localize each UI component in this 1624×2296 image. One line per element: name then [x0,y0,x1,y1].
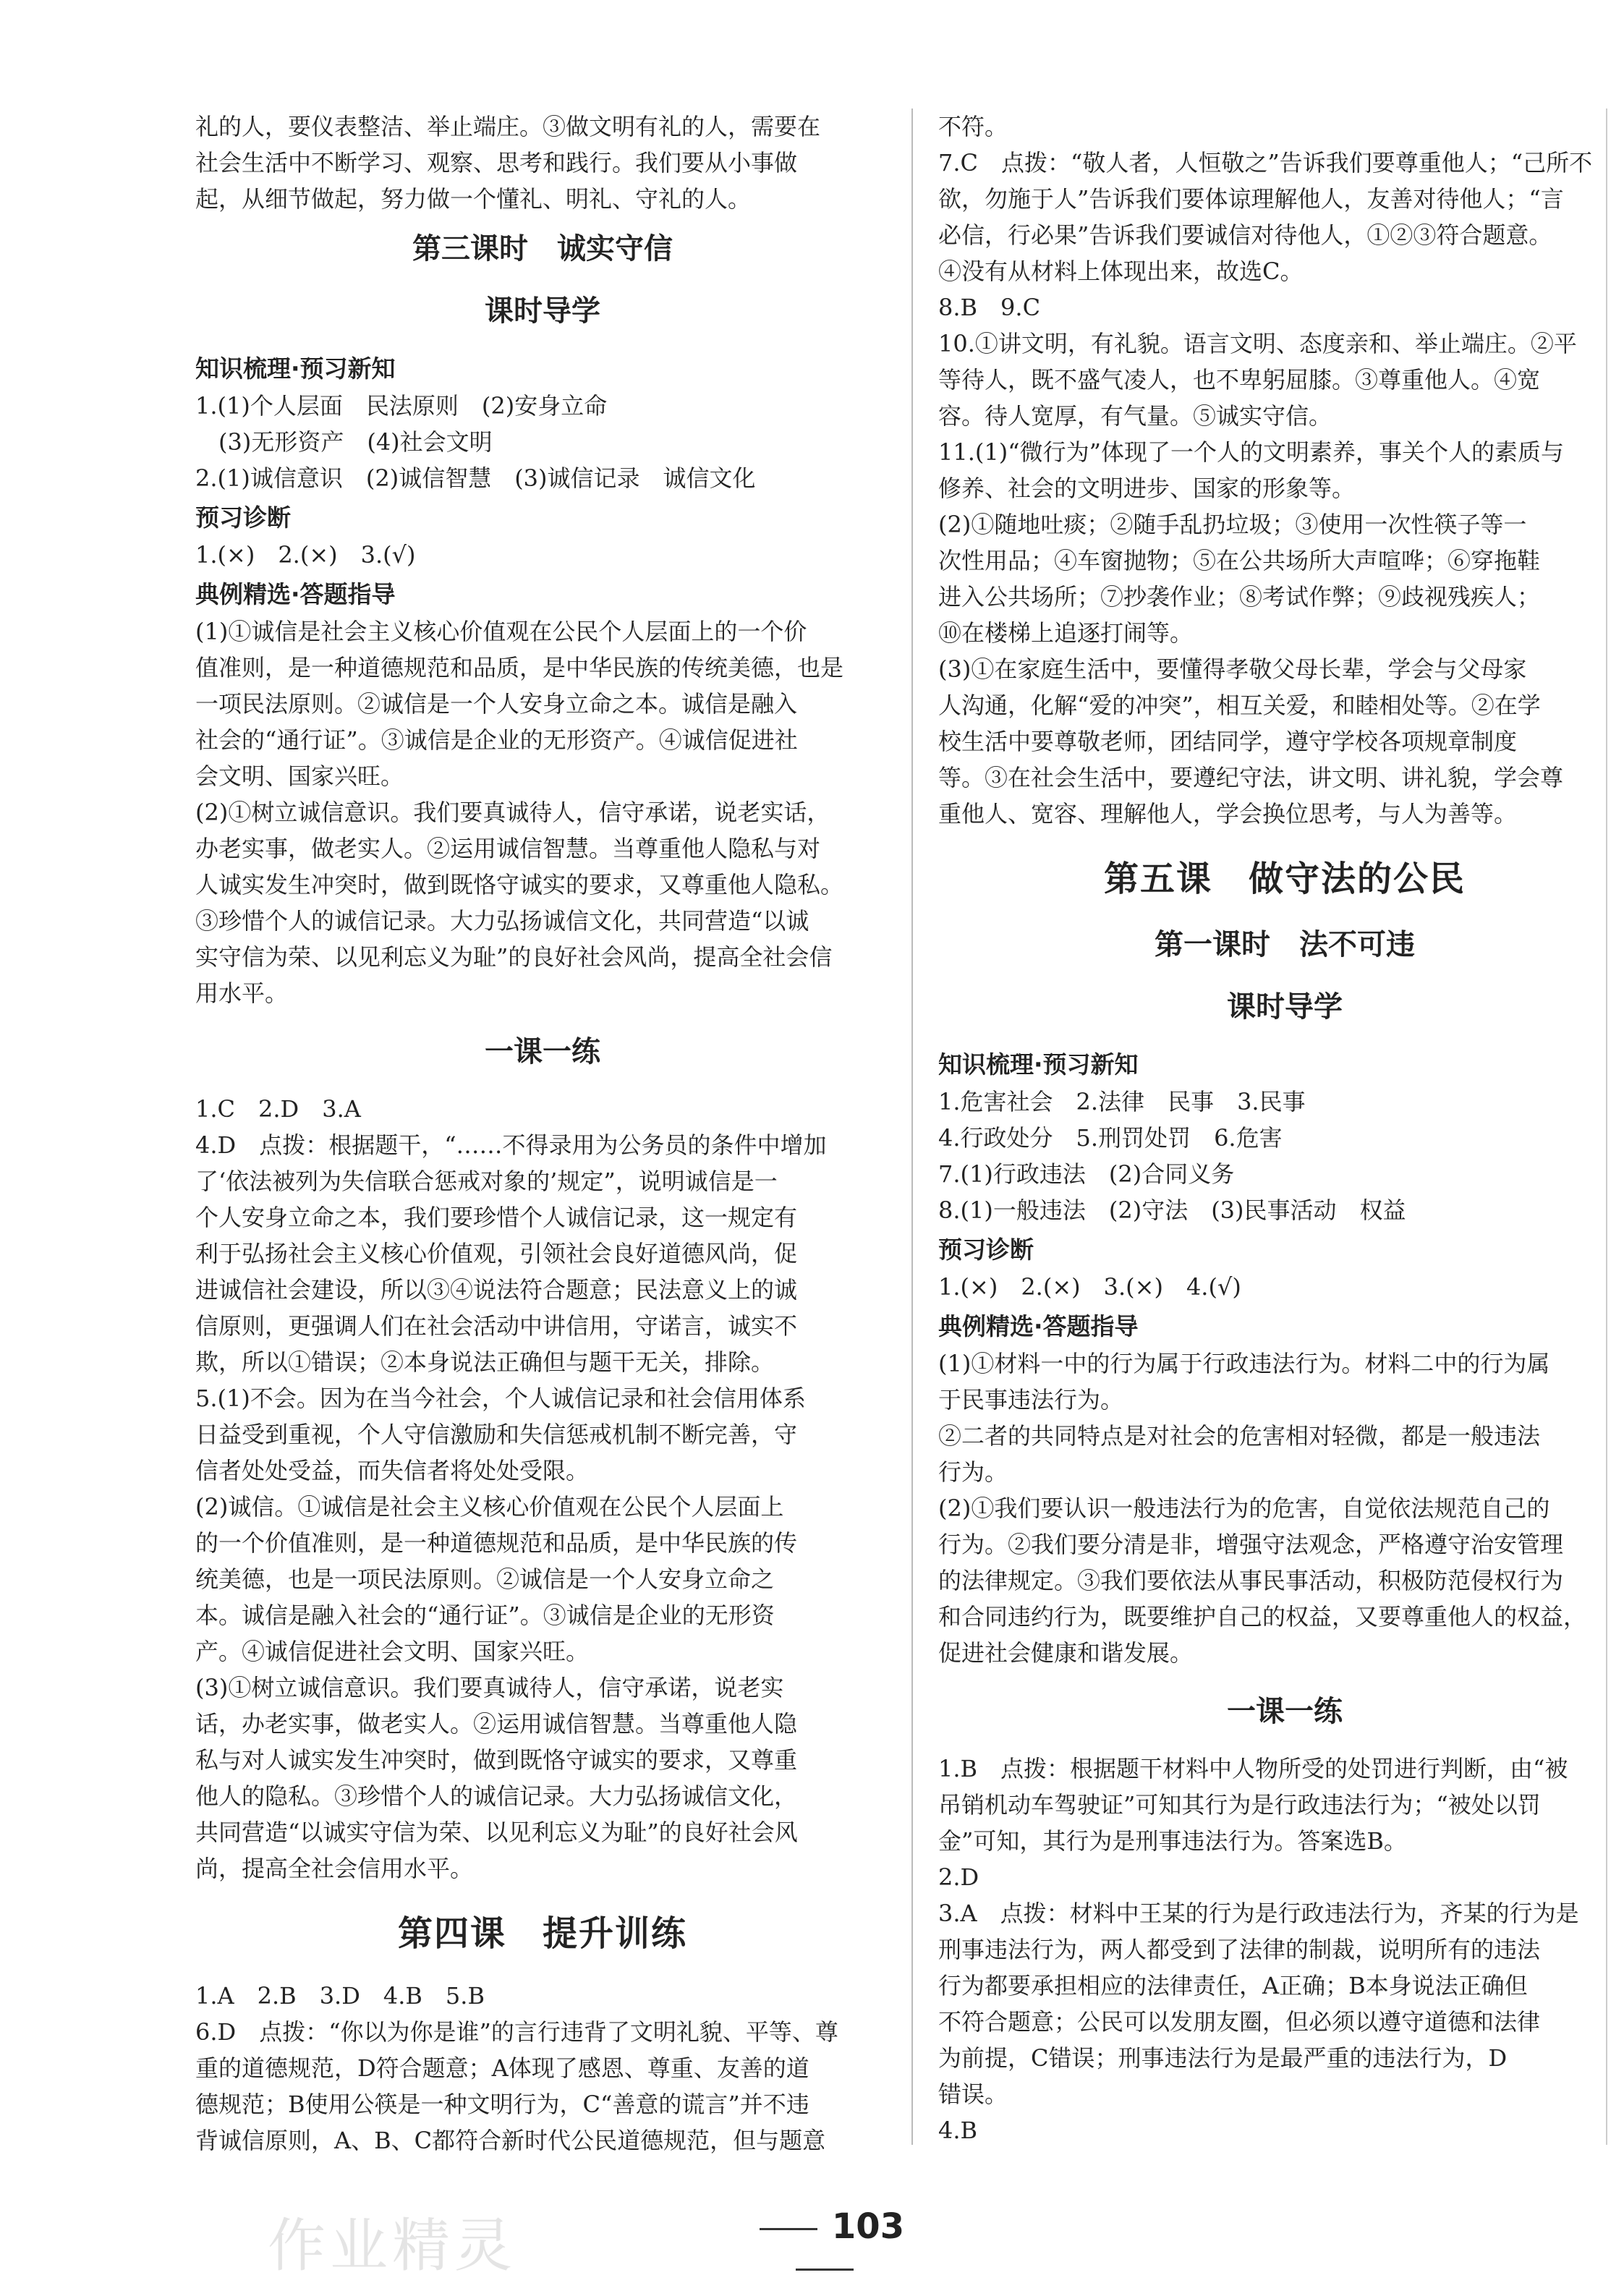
text-line: 修养、社会的文明进步、国家的形象等。 [938,475,1356,502]
text-line: 重的道德规范，D符合题意；A体现了感恩、尊重、友善的道 [195,2054,809,2082]
watermark-text: 作业精灵 [268,2212,516,2279]
text-line: ③珍惜个人的诚信记录。大力弘扬诚信文化，共同营造“以诚 [195,907,809,935]
text-line: 吊销机动车驾驶证”可知其行为是行政违法行为；“被处以罚 [938,1791,1541,1819]
text-line: 8.B 9.C [938,294,1041,321]
text-line: 8.(1)一般违法 (2)守法 (3)民事活动 权益 [938,1196,1406,1224]
text-line: 错误。 [938,2080,1008,2108]
text-line: 1.(×) 2.(×) 3.(×) 4.(√) [938,1273,1241,1301]
section-heading: 知识梳理·预习新知 [938,1050,1139,1079]
text-line: 个人安身立命之本，我们要珍惜个人诚信记录，这一规定有 [195,1204,798,1231]
lesson4-title: 第四课 提升训练 [397,1913,687,1954]
text-line: 行为都要承担相应的法律责任，A正确；B本身说法正确但 [938,1972,1528,1999]
text-line: 刑事违法行为，两人都受到了法律的制裁，说明所有的违法 [938,1936,1541,1963]
text-line: 2.(1)诚信意识 (2)诚信智慧 (3)诚信记录 诚信文化 [195,464,756,492]
text-line: 会文明、国家兴旺。 [195,762,404,790]
text-line: 6.D 点拨：“你以为你是谁”的言行违背了文明礼貌、平等、尊 [195,2018,838,2046]
text-line: 进入公共场所；⑦抄袭作业；⑧考试作弊；⑨歧视残疾人； [938,583,1541,611]
text-line: 值准则，是一种道德规范和品质，是中华民族的传统美德，也是 [195,654,844,681]
text-line: 不符合题意；公民可以发朋友圈，但必须以遵守道德和法律 [938,2008,1541,2036]
text-line: 人沟通，化解“爱的冲突”，相互关爱，和睦相处等。②在学 [938,692,1541,719]
text-line: 的一个价值准则，是一种道德规范和品质，是中华民族的传 [195,1529,798,1557]
text-line: (3)①树立诚信意识。我们要真诚待人，信守承诺，说老实 [195,1674,784,1701]
text-line: 不符。 [938,113,1008,140]
text-line: 校生活中要尊敬老师，团结同学，遵守学校各项规章制度 [938,728,1518,755]
text-line: (3)无形资产 (4)社会文明 [195,428,493,456]
text-line: 次性用品；④车窗抛物；⑤在公共场所大声喧哗；⑥穿拖鞋 [938,547,1541,574]
text-line: 行为。②我们要分清是非，增强守法观念，严格遵守治安管理 [938,1531,1564,1558]
text-line: (1)①诚信是社会主义核心价值观在公民个人层面上的一个价 [195,618,807,645]
text-line: 等。③在社会生活中，要遵纪守法，讲文明、讲礼貌，学会尊 [938,764,1564,791]
text-line: 3.A 点拨：材料中王某的行为是行政违法行为，齐某的行为是 [938,1900,1579,1927]
text-line: (2)①我们要认识一般违法行为的危害，自觉依法规范自己的 [938,1494,1550,1522]
text-line: 金”可知，其行为是刑事违法行为。答案选B。 [938,1827,1407,1855]
text-line: ⑩在楼梯上追逐打闹等。 [938,619,1194,647]
text-line: 办老实事，做老实人。②运用诚信智慧。当尊重他人隐私与对 [195,835,821,862]
text-line: 7.(1)行政违法 (2)合同义务 [938,1160,1235,1188]
page-number [738,2206,911,2287]
text-line: 等待人，既不盛气凌人，也不卑躬屈膝。③尊重他人。④宽 [938,366,1541,394]
text-line: 一项民法原则。②诚信是一个人安身立命之本。诚信是融入 [195,690,798,718]
left-intro [195,109,890,217]
text-line: 1.C 2.D 3.A [195,1095,361,1123]
lesson5-subtitle: 第一课时 法不可违 [1155,927,1415,961]
text-line: 5.(1)不会。因为在当今社会，个人诚信记录和社会信用体系 [195,1385,806,1412]
section-heading: 预习诊断 [195,503,291,532]
text-line: 实守信为荣、以见利忘义为耻”的良好社会风尚，提高全社会信 [195,943,833,971]
text-line: 10.①讲文明，有礼貌。语言文明、态度亲和、举止端庄。②平 [938,330,1577,357]
text-line: 私与对人诚实发生冲突时，做到既恪守诚实的要求，又尊重 [195,1746,798,1774]
page-number-text: 103 [831,2206,905,2247]
text-line: 产。④诚信促进社会文明、国家兴旺。 [195,1638,590,1665]
text-line: 统美德，也是一项民法原则。②诚信是一个人安身立命之 [195,1565,775,1593]
practice-title: 一课一练 [1227,1694,1343,1728]
lesson5-title: 第五课 做守法的公民 [1103,859,1466,899]
text-line: ②二者的共同特点是对社会的危害相对轻微，都是一般违法 [938,1422,1541,1450]
guide-title: 课时导学 [1227,990,1343,1024]
text-line: 背诚信原则，A、B、C都符合新时代公民道德规范，但与题意 [195,2127,826,2154]
text-line: 人诚实发生冲突时，做到既恪守诚实的要求，又尊重他人隐私。 [195,871,844,898]
text-line: 促进社会健康和谐发展。 [938,1639,1194,1667]
text-line: 1.A 2.B 3.D 4.B 5.B [195,1982,485,2010]
guide-title: 课时导学 [485,294,600,328]
text-line: 和合同违约行为，既要维护自己的权益，又要尊重他人的权益， [938,1603,1587,1630]
page-number-rule-left [760,2228,817,2230]
text-line: 1.B 点拨：根据题干材料中人物所受的处罚进行判断，由“被 [938,1755,1568,1782]
text-line: 礼的人，要仪表整洁、举止端庄。③做文明有礼的人，需要在 [195,113,821,140]
text-line: 德规范；B使用公筷是一种文明行为，C“善意的谎言”并不违 [195,2091,809,2118]
text-line: ④没有从材料上体现出来，故选C。 [938,258,1304,285]
section-heading: 知识梳理·预习新知 [195,354,396,383]
section-heading: 预习诊断 [938,1236,1034,1264]
text-line: 共同营造“以诚实守信为荣、以见利忘义为耻”的良好社会风 [195,1819,798,1846]
text-line: 信原则，更强调人们在社会活动中讲信用，守诺言，诚实不 [195,1312,798,1340]
text-line: 用水平。 [195,979,289,1007]
text-line: 欺，所以①错误；②本身说法正确但与题干无关，排除。 [195,1348,775,1376]
text-line: 日益受到重视，个人守信激励和失信惩戒机制不断完善，守 [195,1421,798,1448]
text-line: 社会生活中不断学习、观察、思考和践行。我们要从小事做 [195,149,798,177]
lesson3-title: 第三课时 诚实守信 [412,231,673,265]
text-line: 本。诚信是融入社会的“通行证”。③诚信是企业的无形资 [195,1602,775,1629]
page-number-rule-right [796,2269,854,2271]
text-line: 2.D [938,1863,979,1891]
text-line: 1.(1)个人层面 民法原则 (2)安身立命 [195,392,608,420]
text-line: (2)①随地吐痰；②随手乱扔垃圾；③使用一次性筷子等一 [938,511,1527,538]
text-line: 话，办老实事，做老实人。②运用诚信智慧。当尊重他人隐 [195,1710,798,1738]
right-column [938,109,1624,2148]
text-line: 进诚信社会建设，所以③④说法符合题意；民法意义上的诚 [195,1276,798,1304]
text-line: 4.B [938,2117,978,2144]
text-line: 欲，勿施于人”告诉我们要体谅理解他人，友善对待他人；“言 [938,185,1564,213]
text-line: 利于弘扬社会主义核心价值观，引领社会良好道德风尚，促 [195,1240,798,1267]
left-column [195,109,890,2159]
text-line: (1)①材料一中的行为属于行政违法行为。材料二中的行为属 [938,1350,1550,1377]
text-line: 的法律规定。③我们要依法从事民事活动，积极防范侵权行为 [938,1567,1564,1594]
text-line: 尚，提高全社会信用水平。 [195,1855,474,1882]
text-line: 4.D 点拨：根据题干，“……不得录用为公务员的条件中增加 [195,1131,827,1159]
text-line: 他人的隐私。③珍惜个人的诚信记录。大力弘扬诚信文化， [195,1782,798,1810]
text-line: 社会的“通行证”。③诚信是企业的无形资产。④诚信促进社 [195,726,798,754]
text-line: 1.(×) 2.(×) 3.(√) [195,541,416,569]
text-line: 重他人、宽容、理解他人，学会换位思考，与人为善等。 [938,800,1518,828]
practice-title: 一课一练 [485,1034,600,1068]
text-line: 容。待人宽厚，有气量。⑤诚实守信。 [938,402,1332,430]
text-line: 了‘依法被列为失信联合惩戒对象的’规定”，说明诚信是一 [195,1168,778,1195]
text-line: 为前提，C错误；刑事违法行为是最严重的违法行为，D [938,2044,1508,2072]
text-line: (2)①树立诚信意识。我们要真诚待人，信守承诺，说老实话， [195,799,830,826]
text-line: 起，从细节做起，努力做一个懂礼、明礼、守礼的人。 [195,185,752,213]
text-line: 1.危害社会 2.法律 民事 3.民事 [938,1088,1306,1115]
text-line: 于民事违法行为。 [938,1386,1124,1413]
text-line: (2)诚信。①诚信是社会主义核心价值观在公民个人层面上 [195,1493,784,1521]
text-line: 行为。 [938,1458,1008,1486]
text-line: 11.(1)“微行为”体现了一个人的文明素养，事关个人的素质与 [938,438,1564,466]
text-line: 必信，行必果”告诉我们要诚信对待他人，①②③符合题意。 [938,221,1552,249]
text-line: 4.行政处分 5.刑罚处罚 6.危害 [938,1124,1283,1152]
text-line: 信者处处受益，而失信者将处处受限。 [195,1457,590,1484]
text-line: (3)①在家庭生活中，要懂得孝敬父母长辈，学会与父母家 [938,655,1527,683]
text-line: 7.C 点拨：“敬人者，人恒敬之”告诉我们要尊重他人；“己所不 [938,149,1593,177]
section-heading: 典例精选·答题指导 [195,580,396,608]
column-divider [911,109,913,2145]
section-heading: 典例精选·答题指导 [938,1312,1139,1340]
